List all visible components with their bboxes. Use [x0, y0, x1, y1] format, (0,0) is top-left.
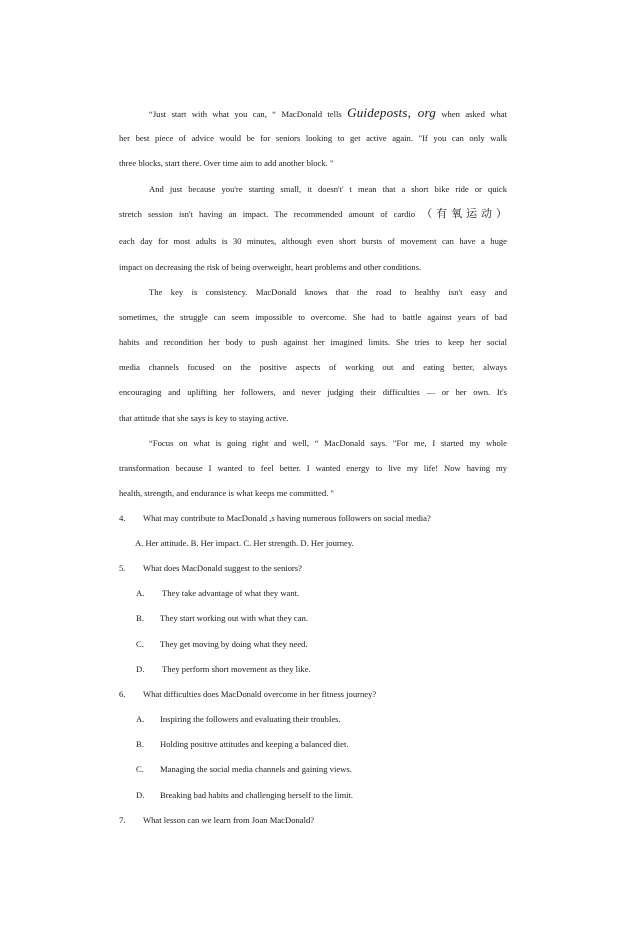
- q5-option-label: B.: [136, 613, 144, 623]
- q6-option-text: Managing the social media channels and gaining views.: [160, 764, 352, 774]
- chinese-gloss: （有氧运动）: [421, 207, 508, 220]
- p1-line-1: [149, 107, 507, 120]
- p4-line-1: “Focus on what is going right and well, “ MacDonald says. "For me, I started my whole: [149, 438, 507, 448]
- q6-option-label: B.: [136, 739, 144, 749]
- q5-option-text: They get moving by doing what they need.: [160, 639, 308, 649]
- q6-option-text: Inspiring the followers and evaluating their troubles.: [160, 714, 341, 724]
- question-6-number: 6.: [119, 689, 126, 699]
- question-4-options: A. Her attitude. B. Her impact. C. Her strength. D. Her journey.: [135, 538, 354, 548]
- p1-line-2: her best piece of advice would be for seniors looking to get active again. "If you can only walk: [119, 133, 507, 143]
- q5-option-label: D.: [136, 664, 145, 674]
- question-6-text: What difficulties does MacDonald overcome in her fitness journey?: [143, 689, 377, 699]
- p1-text: when asked what: [435, 109, 507, 119]
- question-4-text: What may contribute to MacDonald ,s having numerous followers on social media?: [143, 513, 431, 523]
- p3-line-2: sometimes, the struggle can seem impossible to overcome. She had to battle against years of bad: [119, 312, 507, 322]
- question-7-text: What lesson can we learn from Joan MacDonald?: [143, 815, 315, 825]
- q6-option-text: Breaking bad habits and challenging herself to the limit.: [160, 790, 354, 800]
- q6-option-text: Holding positive attitudes and keeping a balanced diet.: [160, 739, 349, 749]
- q5-option-text: They start working out with what they can.: [160, 613, 308, 623]
- question-5-number: 5.: [119, 563, 126, 573]
- q5-option-text: They take advantage of what they want.: [162, 588, 300, 598]
- question-4-number: 4.: [119, 513, 126, 523]
- p3-line-1: The key is consistency. MacDonald knows that the road to healthy isn't easy and: [149, 287, 507, 297]
- p2-text: stretch session isn't having an impact. The recommended amount of cardio: [119, 209, 422, 219]
- p2-line-3: each day for most adults is 30 minutes, although even short bursts of movement can have a huge: [119, 236, 507, 246]
- p3-line-5: encouraging and uplifting her followers, and never judging their difficulties — or her own. It's: [119, 387, 507, 397]
- p4-line-3: health, strength, and endurance is what keeps me committed. ": [119, 488, 334, 498]
- p1-text: “Just start with what you can, “ MacDonald tells: [149, 109, 348, 119]
- question-5-text: What does MacDonald suggest to the seniors?: [143, 563, 302, 573]
- q6-option-label: A.: [136, 714, 145, 724]
- p2-line-2: [119, 208, 507, 220]
- source-name: Guideposts, org: [347, 105, 436, 120]
- q5-option-label: A.: [136, 588, 145, 598]
- p3-line-4: media channels focused on the positive aspects of working out and eating better, always: [119, 362, 507, 372]
- p3-line-6: that attitude that she says is key to staying active.: [119, 413, 289, 423]
- p2-line-4: impact on decreasing the risk of being overweight, heart problems and other conditions.: [119, 262, 422, 272]
- p3-line-3: habits and recondition her body to push against her imagined limits. She tries to keep her social: [119, 337, 507, 347]
- question-7-number: 7.: [119, 815, 126, 825]
- p1-line-3: three blocks, start there. Over time aim to add another block. ": [119, 158, 334, 168]
- p4-line-2: transformation because I wanted to feel better. I wanted energy to live my life! Now having my: [119, 463, 507, 473]
- q5-option-label: C.: [136, 639, 144, 649]
- q6-option-label: C.: [136, 764, 144, 774]
- q6-option-label: D.: [136, 790, 145, 800]
- q5-option-text: They perform short movement as they like.: [162, 664, 311, 674]
- p2-line-1: And just because you're starting small, it doesn't' t mean that a short bike ride or quick: [149, 184, 507, 194]
